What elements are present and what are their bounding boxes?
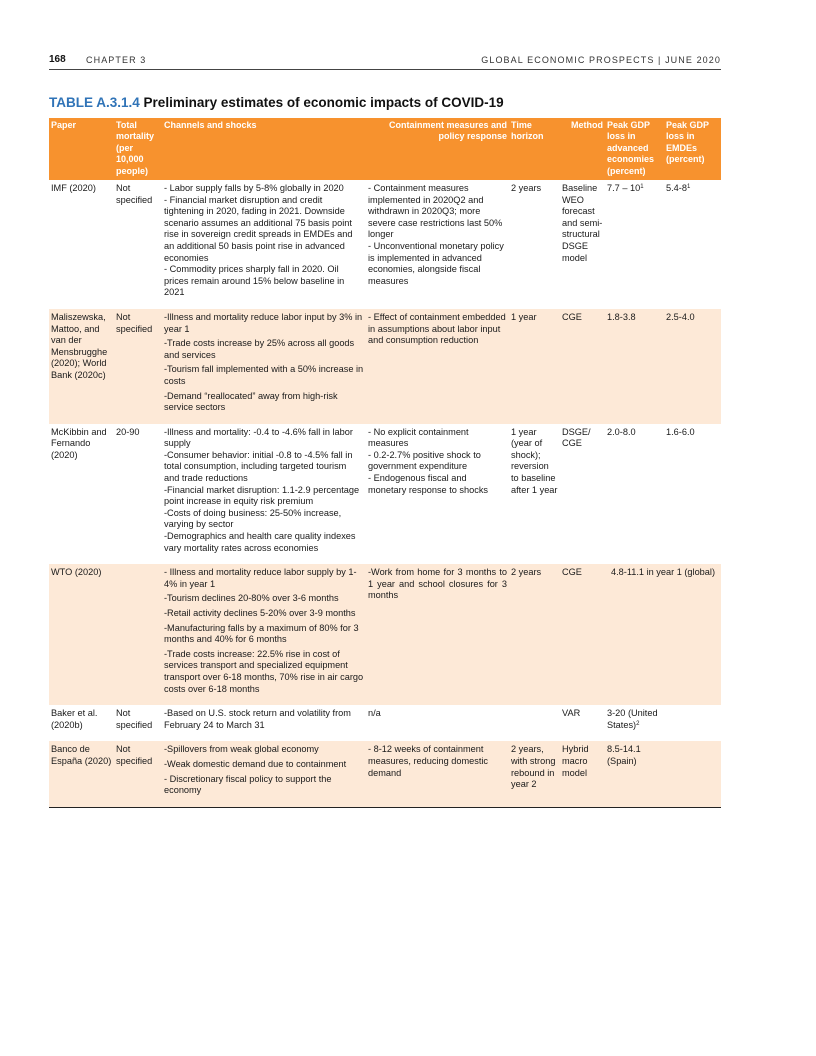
- cell-method: VAR: [562, 708, 581, 719]
- cell-gdp-emde: 1.6-6.0: [666, 426, 695, 437]
- table-row: [49, 741, 721, 807]
- cell-paper: IMF (2020): [51, 183, 96, 193]
- header-gdp-advanced: Peak GDP loss in advanced economies (percent): [605, 118, 664, 180]
- table-row: [49, 309, 721, 424]
- channel-item: -Trade costs increase by 25% across all goods and services: [164, 338, 355, 360]
- gdp-value: 3-20 (United States): [607, 708, 658, 730]
- header-containment: Containment measures and policy response: [366, 118, 509, 180]
- cell-paper: Maliszewska, Mattoo, and van der Mensbrugghe (2020); World Bank (2020c): [49, 309, 114, 424]
- gdp-value: 7.7 – 10: [607, 183, 641, 193]
- channel-item: -Tourism fall implemented with a 50% increase in costs: [164, 364, 364, 386]
- channel-item: - Commodity prices sharply fall in 2020. Oil prices remain around 15% below baseline in 2021: [164, 264, 345, 298]
- chapter-label: CHAPTER 3: [86, 55, 147, 65]
- cell-gdp-advanced: [605, 180, 664, 309]
- cell-mortality: Not specified: [114, 741, 162, 807]
- cell-gdp-advanced: 2.0-8.0: [607, 426, 636, 437]
- cell-gdp-emde: 2.5-4.0: [664, 309, 721, 424]
- channel-item: -Illness and mortality reduce labor input by 3% in year 1: [164, 311, 363, 334]
- containment-item: - 0.2-2.7% positive shock to government expenditure: [368, 449, 481, 472]
- containment-item: - Effect of containment embedded in assumptions about labor input and consumption reduction: [368, 311, 506, 346]
- cell-horizon: 1 year: [509, 309, 560, 424]
- channel-item: -Based on U.S. stock return and volatility from February 24 to March 31: [164, 708, 351, 730]
- cell-mortality: Not specified: [116, 708, 153, 730]
- channel-item: - Labor supply falls by 5-8% globally in 2020: [164, 183, 344, 193]
- cell-mortality: Not specified: [116, 183, 153, 205]
- channel-item: -Spillovers from weak global economy: [164, 744, 319, 755]
- containment-item: n/a: [368, 708, 381, 719]
- channel-item: - Financial market disruption and credit tightening in 2020, fading in 2021. Downside scenario assumes an additional 75 basis point rise in sovereign credit spreads in EMDEs and an additional 50 basis point rise in advanced economies: [164, 194, 353, 263]
- footnote-marker: 1: [640, 184, 644, 190]
- footnote-marker: 1: [686, 184, 691, 190]
- cell-method: Hybrid macro model: [560, 741, 605, 807]
- cell-horizon: 2 years, with strong rebound in year 2: [509, 741, 560, 807]
- channel-item: - Illness and mortality reduce labor supply by 1-4% in year 1: [164, 567, 357, 589]
- table-row: [49, 424, 721, 565]
- channel-item: -Retail activity declines 5-20% over 3-9 months: [164, 608, 356, 618]
- cell-horizon: 2 years: [509, 564, 560, 705]
- cell-containment: [366, 180, 509, 309]
- channel-item: -Demographics and health care quality indexes vary mortality rates across economies: [164, 531, 356, 553]
- cell-gdp-advanced: [605, 705, 664, 741]
- cell-containment: [366, 424, 509, 565]
- cell-horizon: [509, 705, 560, 741]
- cell-gdp-emde: [664, 705, 721, 741]
- channel-item: -Manufacturing falls by a maximum of 80% for 3 months and 40% for 6 months: [164, 622, 359, 645]
- cell-gdp-emde: [664, 180, 721, 309]
- containment-item: - Containment measures implemented in 2020Q2 and withdrawn in 2020Q3; more severe case restrictions last 50% longer: [368, 183, 503, 240]
- cell-channels: [162, 705, 366, 741]
- containment-item: - 8-12 weeks of containment measures, reducing domestic demand: [368, 744, 489, 778]
- cell-containment: [366, 741, 509, 807]
- cell-channels: [162, 564, 366, 705]
- channel-item: -Trade costs increase: 22.5% rise in cost of services transport and specialized equipment transport over 6-18 months, 70% rise in air cargo costs over 6-18 months: [164, 648, 364, 694]
- cell-paper: Banco de España (2020): [49, 741, 114, 807]
- header-rule: [49, 69, 721, 70]
- table-title: [49, 95, 504, 110]
- cell-method: Baseline WEO forecast and semi-structural DSGE model: [562, 183, 603, 263]
- cell-mortality: 20-90: [116, 426, 140, 437]
- cell-channels: [162, 180, 366, 309]
- table-row: [49, 180, 721, 309]
- cell-gdp-advanced: 8.5-14.1 (Spain): [605, 741, 664, 807]
- cell-paper: Baker et al. (2020b): [51, 708, 98, 730]
- cell-paper: WTO (2020): [49, 564, 114, 705]
- table-number: TABLE A.3.1.4: [49, 95, 140, 110]
- containment-item: -Work from home for 3 months to 1 year and school closures for 3 months: [368, 567, 507, 601]
- table-header-row: [49, 118, 721, 180]
- header-method: Method: [560, 118, 605, 180]
- cell-paper: McKibbin and Fernando (2020): [51, 426, 107, 460]
- gdp-value: 5.4-8: [666, 183, 687, 193]
- header-gdp-emde: Peak GDP loss in EMDEs (percent): [664, 118, 721, 180]
- table-row: [49, 564, 721, 705]
- channel-item: - Discretionary fiscal policy to support the economy: [164, 773, 332, 796]
- cell-gdp-combined: 4.8-11.1 in year 1 (global): [605, 564, 721, 705]
- footnote-marker: 2: [636, 720, 640, 727]
- cell-channels: [162, 741, 366, 807]
- cell-containment: [366, 309, 509, 424]
- cell-gdp-emde: [664, 741, 721, 807]
- channel-item: -Costs of doing business: 25-50% increase, varying by sector: [164, 507, 342, 530]
- header-channels: Channels and shocks: [162, 118, 366, 180]
- cell-method: CGE: [560, 564, 605, 705]
- containment-item: - Unconventional monetary policy is implemented in advanced economies, alongside fiscal measures: [368, 240, 504, 286]
- cell-channels: [162, 424, 366, 565]
- cell-horizon: 1 year (year of shock); reversion to baseline after 1 year: [511, 426, 558, 495]
- header-horizon: Time horizon: [509, 118, 560, 180]
- cell-method: CGE: [560, 309, 605, 424]
- channel-item: -Illness and mortality: -0.4 to -4.6% fall in labor supply: [164, 426, 353, 449]
- header-mortality: Total mortality (per 10,000 people): [114, 118, 162, 180]
- cell-horizon: 2 years: [511, 183, 542, 193]
- publication-label: GLOBAL ECONOMIC PROSPECTS | JUNE 2020: [481, 55, 721, 65]
- channel-item: -Financial market disruption: 1.1-2.9 percentage point increase in equity risk premium: [164, 484, 360, 507]
- cell-mortality: [114, 564, 162, 705]
- header-paper: Paper: [49, 118, 114, 180]
- containment-item: - No explicit containment measures: [368, 426, 469, 449]
- cell-method: DSGE/ CGE: [562, 426, 591, 449]
- table-caption: Preliminary estimates of economic impacts of COVID-19: [143, 95, 504, 110]
- cell-containment: [366, 705, 509, 741]
- table-row: [49, 705, 721, 741]
- channel-item: -Consumer behavior: initial -0.8 to -4.5% fall in total consumption, including targeted tourism and trade reductions: [164, 449, 353, 484]
- cell-gdp-advanced: 1.8-3.8: [605, 309, 664, 424]
- channel-item: -Demand “reallocated” away from high-risk service sectors: [164, 390, 338, 413]
- running-head: [49, 53, 721, 69]
- channel-item: -Tourism declines 20-80% over 3-6 months: [164, 593, 339, 604]
- cell-channels: [162, 309, 366, 424]
- impacts-table: [49, 118, 721, 808]
- containment-item: - Endogenous fiscal and monetary response to shocks: [368, 473, 489, 495]
- page-number: 168: [49, 54, 66, 65]
- cell-mortality: Not specified: [114, 309, 162, 424]
- channel-item: -Weak domestic demand due to containment: [164, 758, 347, 769]
- cell-containment: [366, 564, 509, 705]
